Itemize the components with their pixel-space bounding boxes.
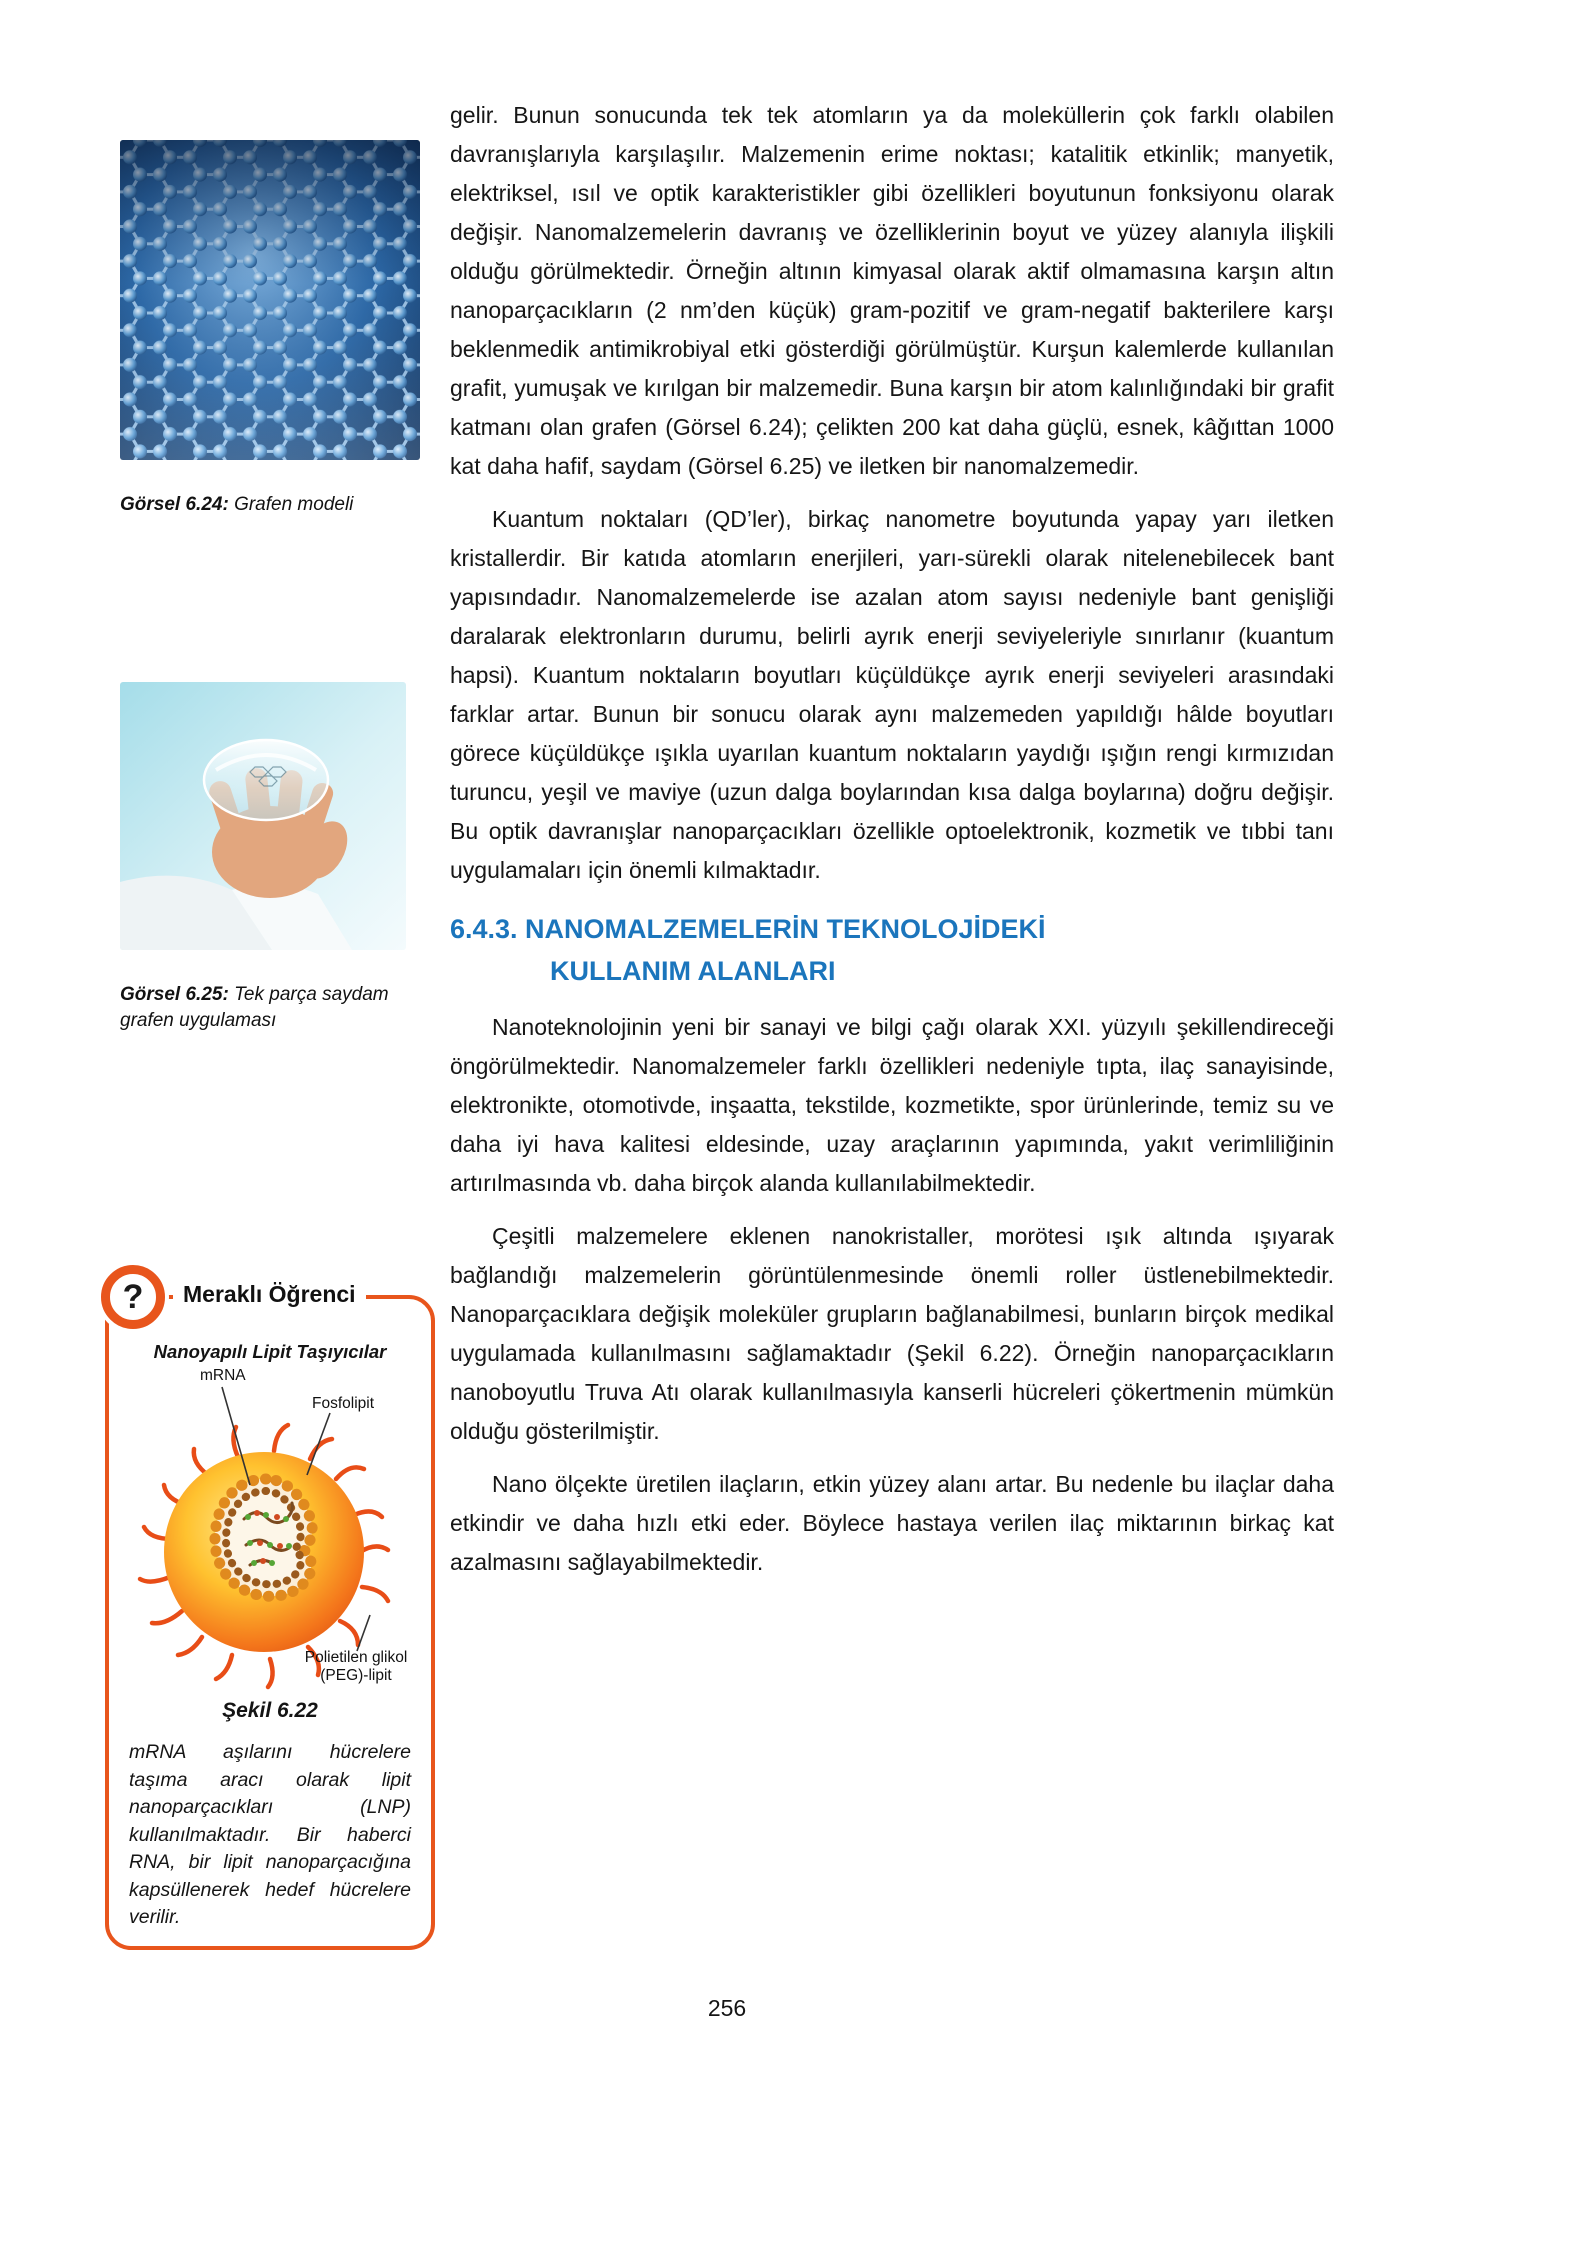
- hand-holding-transparent-graphene-illustration: [120, 682, 406, 950]
- graphene-lattice-illustration: [120, 140, 420, 460]
- body-paragraph-2: Kuantum noktaları (QD’ler), birkaç nanometre boyutunda yapay yarı iletken kristallerdir. Bir katıda atomların enerjileri, yarı-sürekli olarak nitelenebilecek bant yapısındadır. Nanomalzemelerde ise azalan atom sayısı nedeniyle bant genişliği daralarak elektronların durumu, belirli ayrık enerji seviyeleriyle sınırlanır (kuantum hapsi). Kuantum noktaların boyutları küçüldükçe ayrık enerji seviyeleri arasındaki farklar artar. Bunun bir sonucu olarak aynı malzemeden yapıldığı hâlde boyutları görece küçüldükçe ışıkla uyarılan kuantum noktaların yaydığı ışığın rengi kırmızıdan turuncu, yeşil ve maviye (uzun dalga boylarından kısa dalga boylarına) doğru değişir. Bu optik davranışlar nanoparçacıkları özellikle optoelektronik, kozmetik ve tıbbi tanı uygulamaları için önemli kılmaktadır.: [450, 506, 1334, 883]
- curious-student-box: [105, 1277, 435, 1950]
- figure-622-label: Şekil 6.22: [222, 1699, 318, 1722]
- figure-624-caption-text: Grafen modeli: [234, 494, 354, 515]
- label-mrna: mRNA: [200, 1367, 246, 1384]
- body-paragraph-5: Nano ölçekte üretilen ilaçların, etkin yüzey alanı artar. Bu nedenle bu ilaçlar daha etkindir ve daha hızlı etki eder. Böylece hastaya verilen ilaç miktarının birkaç kat azalmasını sağlayabilmektedir.: [450, 1471, 1334, 1575]
- curious-box-title: Nanoyapılı Lipit Taşıyıcılar: [153, 1341, 387, 1362]
- label-peg-lipit: Polietilen glikol (PEG)-lipit: [304, 1649, 408, 1684]
- section-heading-line1: 6.4.3. NANOMALZEMELERİN TEKNOLOJİDEKİ: [450, 914, 1046, 944]
- question-mark-icon: [101, 1265, 165, 1329]
- curious-box-header: Meraklı Öğrenci: [173, 1281, 366, 1308]
- question-mark-glyph: ?: [122, 1277, 144, 1316]
- figure-625-caption-text: Tek parça saydam grafen uygulaması: [120, 984, 389, 1031]
- graphene-hand-image: [120, 682, 406, 950]
- graphene-model-image: [120, 140, 420, 460]
- curious-box-body: mRNA aşılarını hücrelere taşıma aracı olarak lipit nanoparçacıkları (LNP) kullanılmaktadır. Bir haberci RNA, bir lipit nanoparçacığına kapsüllenerek hedef hücrelere verilir.: [129, 1741, 411, 1928]
- body-paragraph-4: Çeşitli malzemelere eklenen nanokristaller, morötesi ışık altında ışıyarak bağlandığı malzemelerin görüntülenmesinde önemli roller üstlenebilmektedir. Nanoparçacıklara değişik moleküler grupların bağlanabilmesi, bunların birçok medikal uygulamada kullanılmasını sağlamaktadır (Şekil 6.22). Örneğin nanoparçacıkların nanoboyutlu Truva Atı olarak kullanılmasıyla kanserli hücreleri çökertmenin mümkün olduğu gösterilmiştir.: [450, 1223, 1334, 1444]
- figure-625-caption: [120, 982, 420, 1034]
- lipid-nanoparticle-illustration: [114, 1367, 426, 1697]
- figure-624-caption-label: Görsel 6.24:: [120, 494, 229, 515]
- figure-624-caption: [120, 492, 420, 518]
- body-paragraph-3: Nanoteknolojinin yeni bir sanayi ve bilgi çağı olarak XXI. yüzyılı şekillendireceği öngörülmektedir. Nanomalzemeler farklı özellikleri nedeniyle tıpta, ilaç sanayisinde, elektronikte, otomotivde, inşaatta, tekstilde, kozmetikte, spor ürünlerinde, temiz su ve daha iyi hava kalitesi eldesinde, uzay araçlarının yapımında, yakıt verimliliğinin artırılmasında vb. daha birçok alanda kullanılabilmektedir.: [450, 1014, 1334, 1196]
- figure-625-caption-label: Görsel 6.25:: [120, 984, 229, 1005]
- body-paragraph-1: gelir. Bunun sonucunda tek tek atomların ya da moleküllerin çok farklı olabilen davranışlarıyla karşılaşılır. Malzemenin erime noktası; katalitik etkinlik; manyetik, elektriksel, ısıl ve optik karakteristikler gibi özellikleri boyutunun fonksiyonu olarak değişir. Nanomalzemelerin davranış ve özelliklerinin boyut ve yüzey alanıyla ilişkili olduğu görülmektedir. Örneğin altının kimyasal olarak aktif olmamasına karşın altın nanoparçacıkların (2 nm’den küçük) gram-pozitif ve gram-negatif bakterilere karşı beklenmedik antimikrobiyal etki gösterdiği görülmüştür. Kurşun kalemlerde kullanılan grafit, yumuşak ve kırılgan bir malzemedir. Buna karşın bir atom kalınlığındaki bir grafit katmanı olan grafen (Görsel 6.24); çelikten 200 kat daha güçlü, esnek, kâğıttan 1000 kat daha hafif, saydam (Görsel 6.25) ve iletken bir nanomalzemedir.: [450, 102, 1334, 479]
- label-fosfolipit: Fosfolipit: [312, 1395, 375, 1412]
- lipid-nanoparticle-figure: [114, 1367, 426, 1697]
- body-text-column: [450, 96, 1334, 1596]
- section-heading-643: [450, 908, 1334, 992]
- page-number: 256: [707, 1995, 747, 2021]
- section-heading-line2: KULLANIM ALANLARI: [550, 956, 836, 986]
